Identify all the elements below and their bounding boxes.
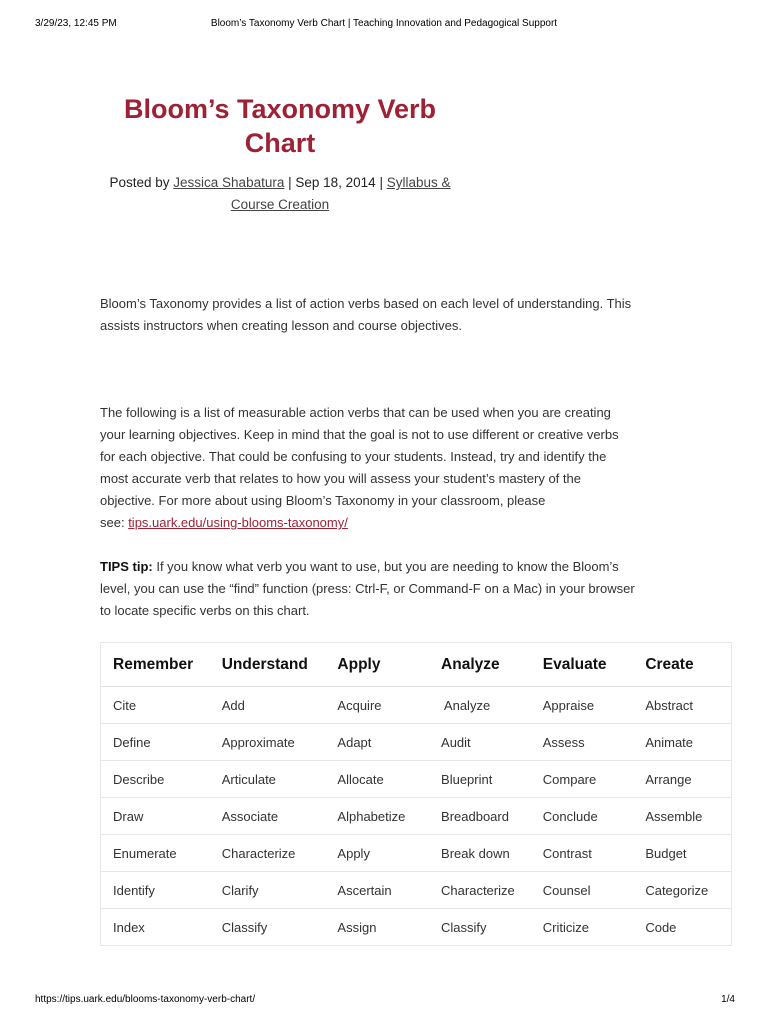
table-cell: Animate: [633, 724, 731, 761]
table-cell: Assign: [325, 909, 429, 946]
table-cell: Categorize: [633, 872, 731, 909]
table-cell: Describe: [101, 761, 210, 798]
table-row: [101, 761, 732, 798]
table-cell: Abstract: [633, 687, 731, 724]
table-cell: Draw: [101, 798, 210, 835]
table-cell: Associate: [210, 798, 326, 835]
table-cell: Ascertain: [325, 872, 429, 909]
table-cell: Clarify: [210, 872, 326, 909]
print-footer: [0, 990, 768, 1010]
table-cell: Acquire: [325, 687, 429, 724]
table-cell: Classify: [429, 909, 531, 946]
table-cell: Allocate: [325, 761, 429, 798]
intro-line-2: assists instructors when creating lesson and course objectives.: [100, 318, 463, 333]
table-cell: Index: [101, 909, 210, 946]
blooms-taxonomy-link[interactable]: tips.uark.edu/using-blooms-taxonomy/: [128, 515, 348, 530]
header-apply: Apply: [325, 643, 429, 687]
posted-by-label: Posted by: [109, 175, 174, 190]
instructions-line-4: most accurate verb that relates to how you will assess your student’s mastery of the: [100, 471, 581, 486]
instructions-line-2: your learning objectives. Keep in mind that the goal is not to use different or creative verbs: [100, 427, 619, 442]
table-cell: Apply: [325, 835, 429, 872]
table-cell: Characterize: [210, 835, 326, 872]
print-header: [0, 0, 768, 46]
instructions-line-3: for each objective. That could be confusing to your students. Instead, try and identify the: [100, 449, 607, 464]
category-line-1: Syllabus &: [386, 175, 451, 190]
post-title-line-1: Bloom’s Taxonomy Verb: [123, 94, 437, 124]
instructions-paragraph: [100, 402, 680, 534]
instructions-line-5: objective. For more about using Bloom’s Taxonomy in your classroom, please: [100, 493, 546, 508]
tips-line-2: level, you can use the “find” function (press: Ctrl-F, or Command-F on a Mac) in your browser: [100, 581, 635, 596]
table-cell: Enumerate: [101, 835, 210, 872]
table-cell: Contrast: [531, 835, 634, 872]
print-page-title: Bloom’s Taxonomy Verb Chart | Teaching Innovation and Pedagogical Support: [210, 18, 558, 29]
table-row: [101, 835, 732, 872]
table-cell: Adapt: [325, 724, 429, 761]
table-cell: Breadboard: [429, 798, 531, 835]
table-row: [101, 909, 732, 946]
table-cell: Alphabetize: [325, 798, 429, 835]
table-row: [101, 687, 732, 724]
table-cell: Assemble: [633, 798, 731, 835]
instructions-line-6: see:: [100, 515, 129, 530]
intro-paragraph: [100, 293, 680, 337]
intro-line-1: Bloom’s Taxonomy provides a list of action verbs based on each level of understanding. This: [100, 296, 632, 311]
instructions-line-1: The following is a list of measurable action verbs that can be used when you are creating: [100, 405, 611, 420]
table-cell: Articulate: [210, 761, 326, 798]
tips-label: TIPS tip:: [100, 559, 153, 574]
table-cell: Add: [210, 687, 326, 724]
print-date: 3/29/23, 12:45 PM: [35, 18, 117, 29]
table-cell: Define: [101, 724, 210, 761]
header-remember: Remember: [101, 643, 210, 687]
table-cell: Analyze: [429, 687, 531, 724]
table-cell: Audit: [429, 724, 531, 761]
post-title: [100, 92, 460, 160]
author-link[interactable]: Jessica Shabatura: [173, 175, 285, 190]
page-number: 1/4: [721, 994, 735, 1005]
header-create: Create: [633, 643, 731, 687]
header-understand: Understand: [210, 643, 326, 687]
table-cell: Counsel: [531, 872, 634, 909]
tips-line-3: to locate specific verbs on this chart.: [100, 603, 310, 618]
table-cell: Code: [633, 909, 731, 946]
table-row: [101, 798, 732, 835]
table-cell: Approximate: [210, 724, 326, 761]
table-cell: Budget: [633, 835, 731, 872]
table-cell: Criticize: [531, 909, 634, 946]
table-cell: Identify: [101, 872, 210, 909]
header-evaluate: Evaluate: [531, 643, 634, 687]
table-header-row: [101, 643, 732, 687]
post-date: | Sep 18, 2014 |: [284, 175, 387, 190]
table-cell: Compare: [531, 761, 634, 798]
table-cell: Break down: [429, 835, 531, 872]
header-analyze: Analyze: [429, 643, 531, 687]
table-row: [101, 724, 732, 761]
tips-paragraph: [100, 556, 680, 622]
table-cell: Arrange: [633, 761, 731, 798]
tips-line-1: If you know what verb you want to use, but you are needing to know the Bloom’s: [152, 559, 619, 574]
table-cell: Appraise: [531, 687, 634, 724]
category-line-2: Course Creation: [230, 197, 330, 212]
table-cell: Characterize: [429, 872, 531, 909]
table-cell: Blueprint: [429, 761, 531, 798]
table-cell: Classify: [210, 909, 326, 946]
table-cell: Cite: [101, 687, 210, 724]
table-cell: Conclude: [531, 798, 634, 835]
print-url: https://tips.uark.edu/blooms-taxonomy-verb-chart/: [35, 994, 256, 1005]
verb-chart-table: [100, 642, 732, 946]
post-title-line-2: Chart: [244, 128, 316, 158]
table-row: [101, 872, 732, 909]
post-meta: [100, 172, 460, 216]
table-cell: Assess: [531, 724, 634, 761]
